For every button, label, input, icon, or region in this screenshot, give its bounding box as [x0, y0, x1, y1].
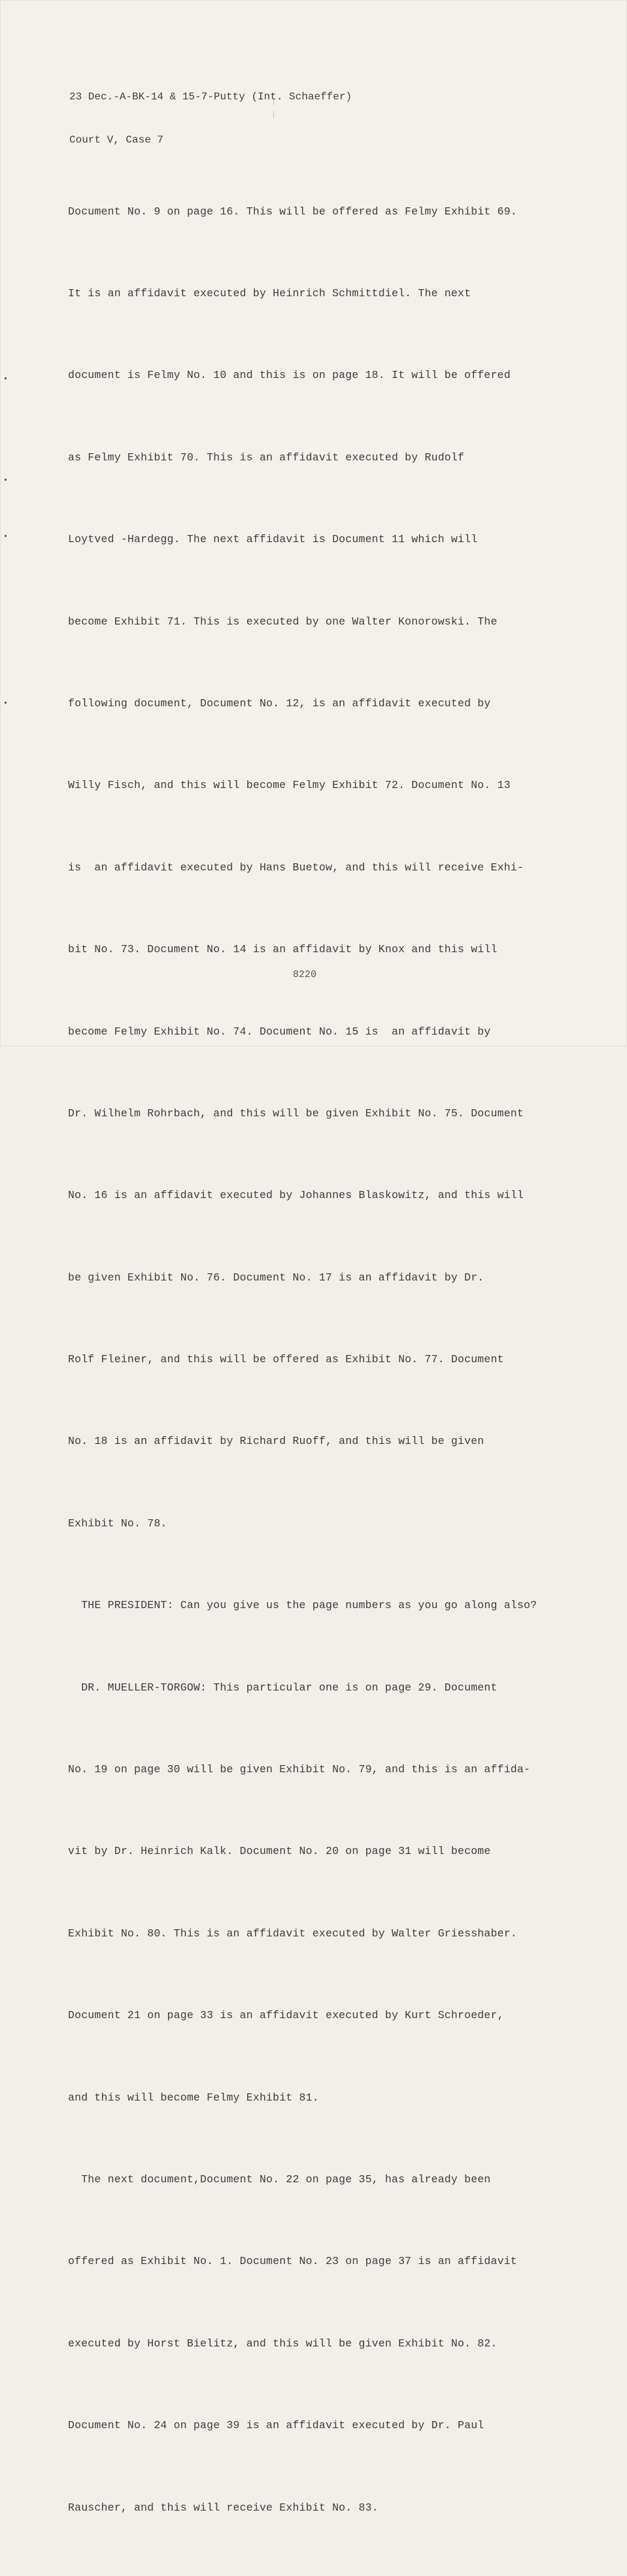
text-line: document is Felmy No. 10 and this is on page 18. It will be offered	[68, 369, 511, 382]
text-line: No. 16 is an affidavit executed by Johannes Blaskowitz, and this will	[68, 1189, 524, 1202]
text-line: THE PRESIDENT: Can you give us the page numbers as you go along also?	[68, 1599, 537, 1612]
margin-mark	[5, 702, 7, 704]
text-line: offered as Exhibit No. 1. Document No. 23 on page 37 is an affidavit	[68, 2255, 517, 2268]
text-line: Dr. Wilhelm Rohrbach, and this will be given Exhibit No. 75. Document	[68, 1107, 524, 1120]
text-line: It is an affidavit executed by Heinrich Schmittdiel. The next	[68, 286, 471, 300]
text-line: No. 19 on page 30 will be given Exhibit No. 79, and this is an affida-	[68, 1763, 531, 1776]
text-line: vit by Dr. Heinrich Kalk. Document No. 20 on page 31 will become	[68, 1845, 491, 1858]
text-line: Willy Fisch, and this will become Felmy Exhibit 72. Document No. 13	[68, 779, 511, 792]
header-line-1: 23 Dec.-A-BK-14 & 15-7-Putty (Int. Schaeffer)	[69, 91, 352, 103]
text-line: Exhibit No. 80. This is an affidavit executed by Walter Griesshaber.	[68, 1927, 517, 1940]
text-line: Document No. 9 on page 16. This will be offered as Felmy Exhibit 69.	[68, 205, 517, 218]
text-line: is an affidavit executed by Hans Buetow, and this will receive Exhi-	[68, 861, 524, 874]
text-line: The next document,Document No. 22 on page 35, has already been	[68, 2172, 491, 2186]
text-line: Loytved -Hardegg. The next affidavit is Document 11 which will	[68, 533, 478, 546]
text-line: Document 21 on page 33 is an affidavit executed by Kurt Schroeder,	[68, 2009, 504, 2022]
margin-mark	[5, 535, 7, 537]
text-line: become Felmy Exhibit No. 74. Document No. 15 is an affidavit by	[68, 1025, 491, 1038]
text-line: be given Exhibit No. 76. Document No. 17 is an affidavit by Dr.	[68, 1271, 484, 1284]
text-line: following document, Document No. 12, is an affidavit executed by	[68, 696, 491, 710]
text-line: Exhibit No. 78.	[68, 1517, 167, 1530]
margin-mark	[5, 479, 7, 481]
text-line: executed by Horst Bielitz, and this will be given Exhibit No. 82.	[68, 2337, 498, 2350]
text-line: Rolf Fleiner, and this will be offered as Exhibit No. 77. Document	[68, 1353, 504, 1366]
margin-mark	[5, 377, 7, 379]
page-number: 8220	[293, 969, 317, 980]
text-line: bit No. 73. Document No. 14 is an affidavit by Knox and this will	[68, 943, 498, 956]
header-line-2: Court V, Case 7	[69, 134, 164, 146]
text-line: No. 18 is an affidavit by Richard Ruoff, and this will be given	[68, 1435, 484, 1448]
text-line: become Exhibit 71. This is executed by one Walter Konorowski. The	[68, 615, 498, 628]
text-line: Document No. 24 on page 39 is an affidavit executed by Dr. Paul	[68, 2419, 484, 2432]
text-line: DR. MUELLER-TORGOW: This particular one is on page 29. Document	[68, 1681, 498, 1694]
text-line: Rauscher, and this will receive Exhibit No. 83.	[68, 2501, 379, 2514]
text-line: and this will become Felmy Exhibit 81.	[68, 2091, 319, 2104]
transcript-body	[68, 143, 545, 2576]
text-line: as Felmy Exhibit 70. This is an affidavit executed by Rudolf	[68, 451, 465, 464]
